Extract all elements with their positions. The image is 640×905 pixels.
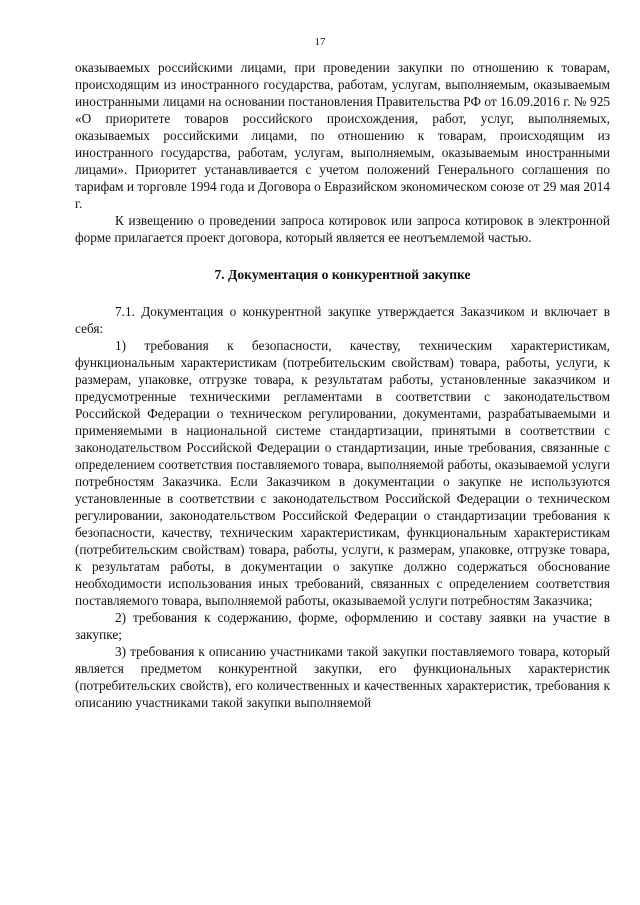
paragraph-7-1: 7.1. Документация о конкурентной закупке утверждается Заказчиком и включает в себя:	[75, 304, 610, 336]
document-body	[75, 59, 610, 711]
paragraph-attachment: К извещению о проведении запроса котировок или запроса котировок в электронной форме прилагается проект договора, который является ее неотъемлемой частью.	[75, 213, 610, 245]
paragraph-continued: оказываемых российскими лицами, при проведении закупки по отношению к товарам, происходящим из иностранного государства, работам, услугам, выполняемым, оказываемым иностранными лицами на основании постановления Правительства РФ от 16.09.2016 г. № 925 «О приоритете товаров российского происхождения, работ, услуг, выполняемых, оказываемых российскими лицами, по отношению к товарам, происходящим из иностранного государства, работам, услугам, выполняемым, оказываемым иностранными лицами». Приоритет устанавливается с учетом положений Генерального соглашения по тарифам и торговле 1994 года и Договора о Евразийском экономическом союзе от 29 мая 2014 г.	[75, 60, 610, 211]
section-heading: 7. Документация о конкурентной закупке	[214, 267, 471, 282]
list-item-3: 3) требования к описанию участниками такой закупки поставляемого товара, который является предметом конкурентной закупки, его функциональных характеристик (потребительских свойств), его количественных и качественных характеристик, требования к описанию участниками такой закупки выполняемой	[75, 644, 610, 710]
list-item-1: 1) требования к безопасности, качеству, техническим характеристикам, функциональным характеристикам (потребительским свойствам) товара, работы, услуги, к размерам, упаковке, отгрузке товара, к результатам работы, установленные заказчиком и предусмотренные техническими регламентами в соответствии с законодательством Российской Федерации о техническом регулировании, документами, разрабатываемыми и применяемыми в национальной системе стандартизации, принятыми в соответствии с законодательством Российской Федерации о стандартизации, иные требования, связанные с определением соответствия поставляемого товара, выполняемой работы, оказываемой услуги потребностям Заказчика. Если Заказчиком в документации о закупке не используются установленные в соответствии с законодательством Российской Федерации о техническом регулировании, законодательством Российской Федерации о стандартизации требования к безопасности, качеству, техническим характеристикам, функциональным характеристикам (потребительским свойствам) товара, работы, услуги, к размерам, упаковке, отгрузке товара, к результатам работы, в документации о закупке должно содержаться обоснование необходимости использования иных требований, связанных с определением соответствия поставляемого товара, выполняемой работы, оказываемой услуги потребностям Заказчика;	[75, 338, 610, 608]
list-item-2: 2) требования к содержанию, форме, оформлению и составу заявки на участие в закупке;	[75, 610, 610, 642]
page-number: 17	[314, 36, 326, 48]
